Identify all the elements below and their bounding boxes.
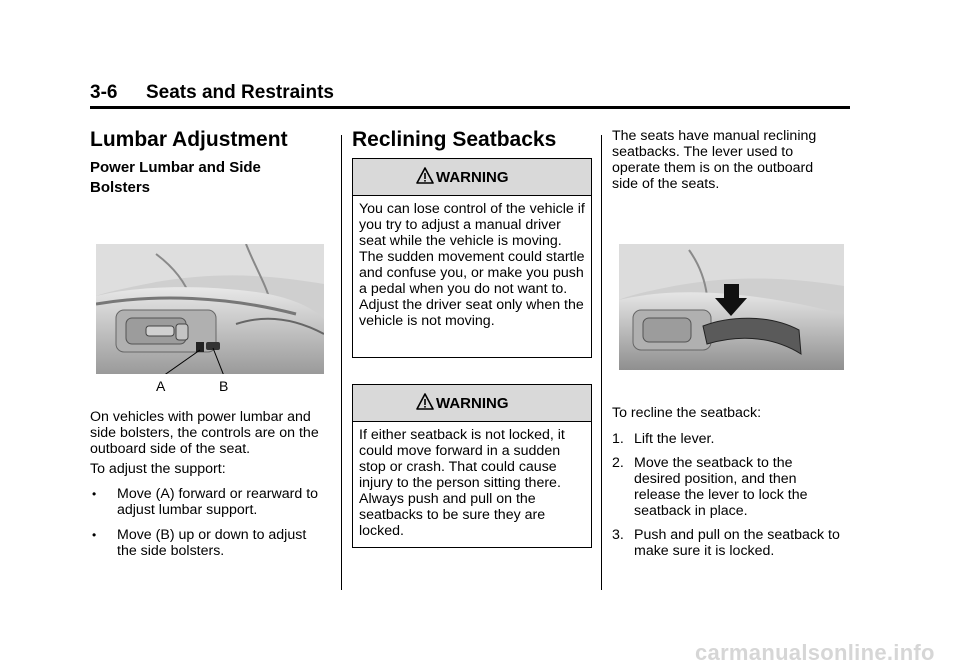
label-b: B <box>219 378 229 394</box>
column-divider <box>601 135 602 590</box>
warning-text: You can lose control of the vehicle if you try to adjust a manual driver seat while the vehicle is moving. The sudden movement could startle and confuse you, or make you push a pedal when you do not want to. Adjust the driver seat only when the vehicle is not moving. <box>359 201 585 329</box>
warning-box <box>352 158 592 358</box>
label-a: A <box>156 378 166 394</box>
watermark: carmanualsonline.info <box>695 640 935 665</box>
warning-header <box>353 159 591 196</box>
list-item: 2. Move the seatback to the desired position, and then release the lever to lock the seatback in place. <box>612 455 808 519</box>
bullet-icon: • <box>92 528 97 542</box>
list-item: • Move (B) up or down to adjust the side bolsters. <box>92 527 307 559</box>
list-item: 3. Push and pull on the seatback to make sure it is locked. <box>612 527 840 559</box>
recline-lever-photo <box>619 244 844 370</box>
lumbar-heading: Lumbar Adjustment <box>90 128 288 151</box>
bullet-icon: • <box>92 487 97 501</box>
adjust-support-text: To adjust the support: <box>90 461 226 477</box>
warning-label: WARNING <box>436 395 509 412</box>
warning-text: If either seatback is not locked, it could move forward in a sudden stop or crash. That could cause injury to the person sitting there. Always push and pull on the seatbacks to be sure they are locked. <box>359 427 565 539</box>
reclining-heading: Reclining Seatbacks <box>352 128 557 151</box>
lumbar-controls-photo <box>96 244 324 374</box>
warning-icon <box>416 167 434 185</box>
lumbar-intro: On vehicles with power lumbar and side bolsters, the controls are on the outboard side of the seat. <box>90 409 319 457</box>
page-number: 3-6 <box>90 82 118 103</box>
list-item: 1. Lift the lever. <box>612 431 715 447</box>
warning-icon <box>416 393 434 411</box>
warning-header <box>353 385 591 422</box>
column-divider <box>341 135 342 590</box>
list-item: • Move (A) forward or rearward to adjust lumbar support. <box>92 486 319 518</box>
recline-instructions-text: To recline the seatback: <box>612 405 762 421</box>
section-title: Seats and Restraints <box>146 82 334 103</box>
power-lumbar-subheading: Power Lumbar and Side Bolsters <box>90 159 261 196</box>
reclining-intro: The seats have manual reclining seatbacks. The lever used to operate them is on the outboard side of the seats. <box>612 128 817 192</box>
warning-label: WARNING <box>436 169 509 186</box>
page-header <box>90 80 850 109</box>
warning-box <box>352 384 592 548</box>
